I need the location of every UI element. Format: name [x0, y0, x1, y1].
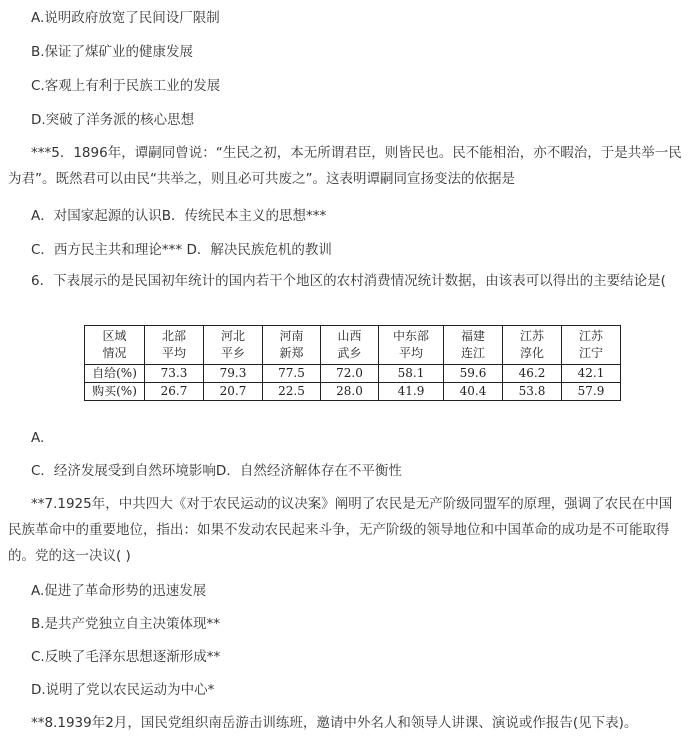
q7-option-c: C.反映了毛泽东思想逐渐形成** — [31, 649, 221, 665]
header-cell: 江苏 淳化 — [503, 326, 562, 365]
table-cell: 77.5 — [263, 365, 321, 383]
header-cell: 福建 连江 — [444, 326, 503, 365]
q6-option-cd: C．经济发展受到自然环境影响D．自然经济解体存在不平衡性 — [31, 463, 402, 479]
q8-stem: **8.1939年2月，国民党组织南岳游击训练班，邀请中外名人和领导人讲课、演说或作报告(见下表)。 — [31, 715, 638, 731]
q4-option-b: B.保证了煤矿业的健康发展 — [31, 44, 194, 60]
q7-option-d: D.说明了党以农民运动为中心* — [31, 682, 215, 698]
table-cell: 41.9 — [379, 383, 444, 401]
q7-option-b: B.是共产党独立自主决策体现** — [31, 616, 221, 632]
table-cell: 53.8 — [503, 383, 562, 401]
header-cell: 山西 武乡 — [321, 326, 379, 365]
header-cell: 江苏 江宁 — [562, 326, 621, 365]
header-cell: 河南 新郑 — [263, 326, 321, 365]
header-cell: 河北 平乡 — [204, 326, 263, 365]
table-cell: 22.5 — [263, 383, 321, 401]
table-cell: 58.1 — [379, 365, 444, 383]
q6-stem: 6．下表展示的是民国初年统计的国内若干个地区的农村消费情况统计数据，由该表可以得出的主要结论是( — [31, 273, 666, 289]
q4-option-d: D.突破了洋务派的核心思想 — [31, 112, 195, 128]
table-cell: 购买(%) — [85, 383, 145, 401]
table-cell: 73.3 — [145, 365, 204, 383]
table-cell: 42.1 — [562, 365, 621, 383]
q7-stem: **7.1925年，中共四大《对于农民运动的议决案》阐明了农民是无产阶级同盟军的原理，强调了农民在中国民族革命中的重要地位，指出：如果不发动农民起来斗争，无产阶级的领导地位和中国革命的成功是不可能取得的。党的这一决议( ) — [8, 496, 673, 564]
q4-option-c: C.客观上有利于民族工业的发展 — [31, 78, 221, 94]
table-row — [85, 383, 621, 401]
header-cell: 北部 平均 — [145, 326, 204, 365]
header-cell: 区域 情况 — [85, 326, 145, 365]
table-header-row — [85, 326, 621, 365]
q7-option-a: A.促进了革命形势的迅速发展 — [31, 583, 207, 599]
table-cell: 20.7 — [204, 383, 263, 401]
table-cell: 72.0 — [321, 365, 379, 383]
q5-stem: ***5．1896年，谭嗣同曾说：“生民之初，本无所谓君臣，则皆民也。民不能相治，亦不暇治，于是共举一民为君”。既然君可以由民“共举之，则且必可共废之”。这表明谭嗣同宣扬变法的依据是 — [8, 145, 682, 187]
q5-option-ab: A．对国家起源的认识B．传统民本主义的思想*** — [31, 208, 327, 224]
table-cell: 40.4 — [444, 383, 503, 401]
table-cell: 57.9 — [562, 383, 621, 401]
q4-option-a: A.说明政府放宽了民间设厂限制 — [31, 10, 220, 26]
table-cell: 59.6 — [444, 365, 503, 383]
table-cell: 26.7 — [145, 383, 204, 401]
header-cell: 中东部 平均 — [379, 326, 444, 365]
table-cell: 79.3 — [204, 365, 263, 383]
table-cell: 自给(%) — [85, 365, 145, 383]
table-cell: 28.0 — [321, 383, 379, 401]
consumption-table — [84, 325, 621, 401]
table-cell: 46.2 — [503, 365, 562, 383]
table-row — [85, 365, 621, 383]
q6-option-a: A. — [31, 430, 45, 446]
q5-option-cd: C．西方民主共和理论*** D．解决民族危机的教训 — [31, 242, 332, 258]
